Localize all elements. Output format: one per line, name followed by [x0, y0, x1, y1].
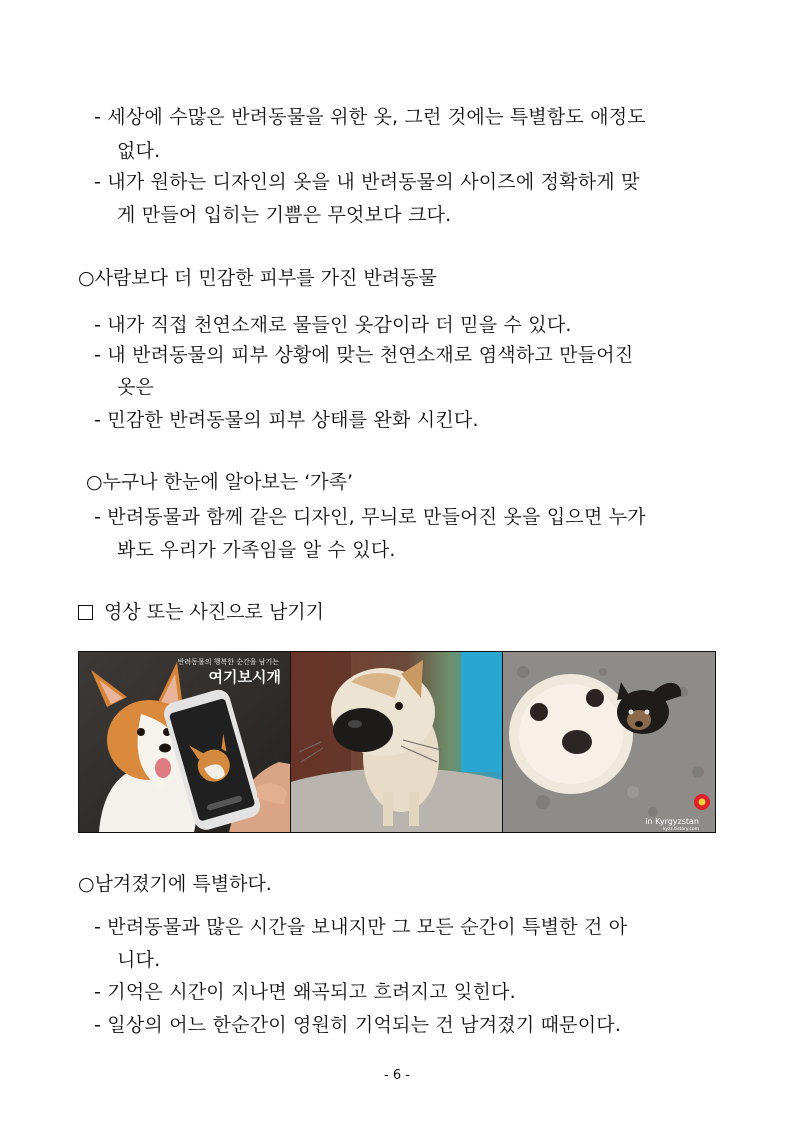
dog-closeup-image: [291, 652, 502, 832]
photo-strip: [78, 651, 716, 833]
text-line: - 기억은 시간이 지나면 왜곡되고 흐려지고 잊힌다.: [94, 981, 516, 1003]
text-line: - 반려동물과 함께 같은 디자인, 무늬로 만들어진 옷을 입으면 누가: [94, 506, 646, 528]
photo1-caption-big: 여기보시개: [208, 668, 281, 686]
photo-dogs-lookup: [502, 652, 715, 832]
text-line: 게 만들어 입히는 기쁨은 무엇보다 크다.: [117, 204, 452, 226]
text-line: 니다.: [117, 949, 161, 971]
photo-dog-closeup: [290, 652, 502, 832]
page-number: - 6 -: [384, 1068, 410, 1083]
section-heading-box: [78, 600, 324, 624]
square-bullet-icon: [78, 605, 93, 620]
photo-corgi-phone: [79, 652, 290, 832]
text-line: - 내 반려동물의 피부 상황에 맞는 천연소재로 염색하고 만들어진: [94, 344, 634, 366]
section-heading: ○남겨졌기에 특별하다.: [78, 873, 272, 895]
text-line: 옷은: [117, 376, 155, 398]
section-heading: ○사람보다 더 민감한 피부를 가진 반려동물: [78, 267, 437, 289]
photo3-url: kyzz.tistory.com: [662, 827, 699, 832]
text-line: - 내가 원하는 디자인의 옷을 내 반려동물의 사이즈에 정확하게 맞: [94, 171, 640, 193]
dogs-lookup-image: [503, 652, 715, 832]
photo1-caption-small: 반려동물의 행복한 순간을 남기는: [177, 658, 279, 666]
text-line: - 반려동물과 많은 시간을 보내지만 그 모든 순간이 특별한 건 아: [94, 916, 628, 938]
text-line: - 내가 직접 천연소재로 물들인 옷감이라 더 믿을 수 있다.: [94, 314, 572, 336]
corgi-phone-image: [79, 652, 290, 832]
photo3-caption: in Kyrgyzstan: [645, 817, 699, 826]
text-line: 봐도 우리가 가족임을 알 수 있다.: [117, 539, 396, 561]
section-heading: ○누구나 한눈에 알아보는 ‘가족’: [86, 471, 354, 493]
text-line: - 세상에 수많은 반려동물을 위한 옷, 그런 것에는 특별함도 애정도: [94, 106, 646, 128]
section-heading-text: 영상 또는 사진으로 남기기: [104, 601, 325, 623]
text-line: - 일상의 어느 한순간이 영원히 기억되는 건 남겨졌기 때문이다.: [94, 1014, 622, 1036]
text-line: - 민감한 반려동물의 피부 상태를 완화 시킨다.: [94, 409, 479, 431]
text-line: 없다.: [117, 140, 161, 162]
